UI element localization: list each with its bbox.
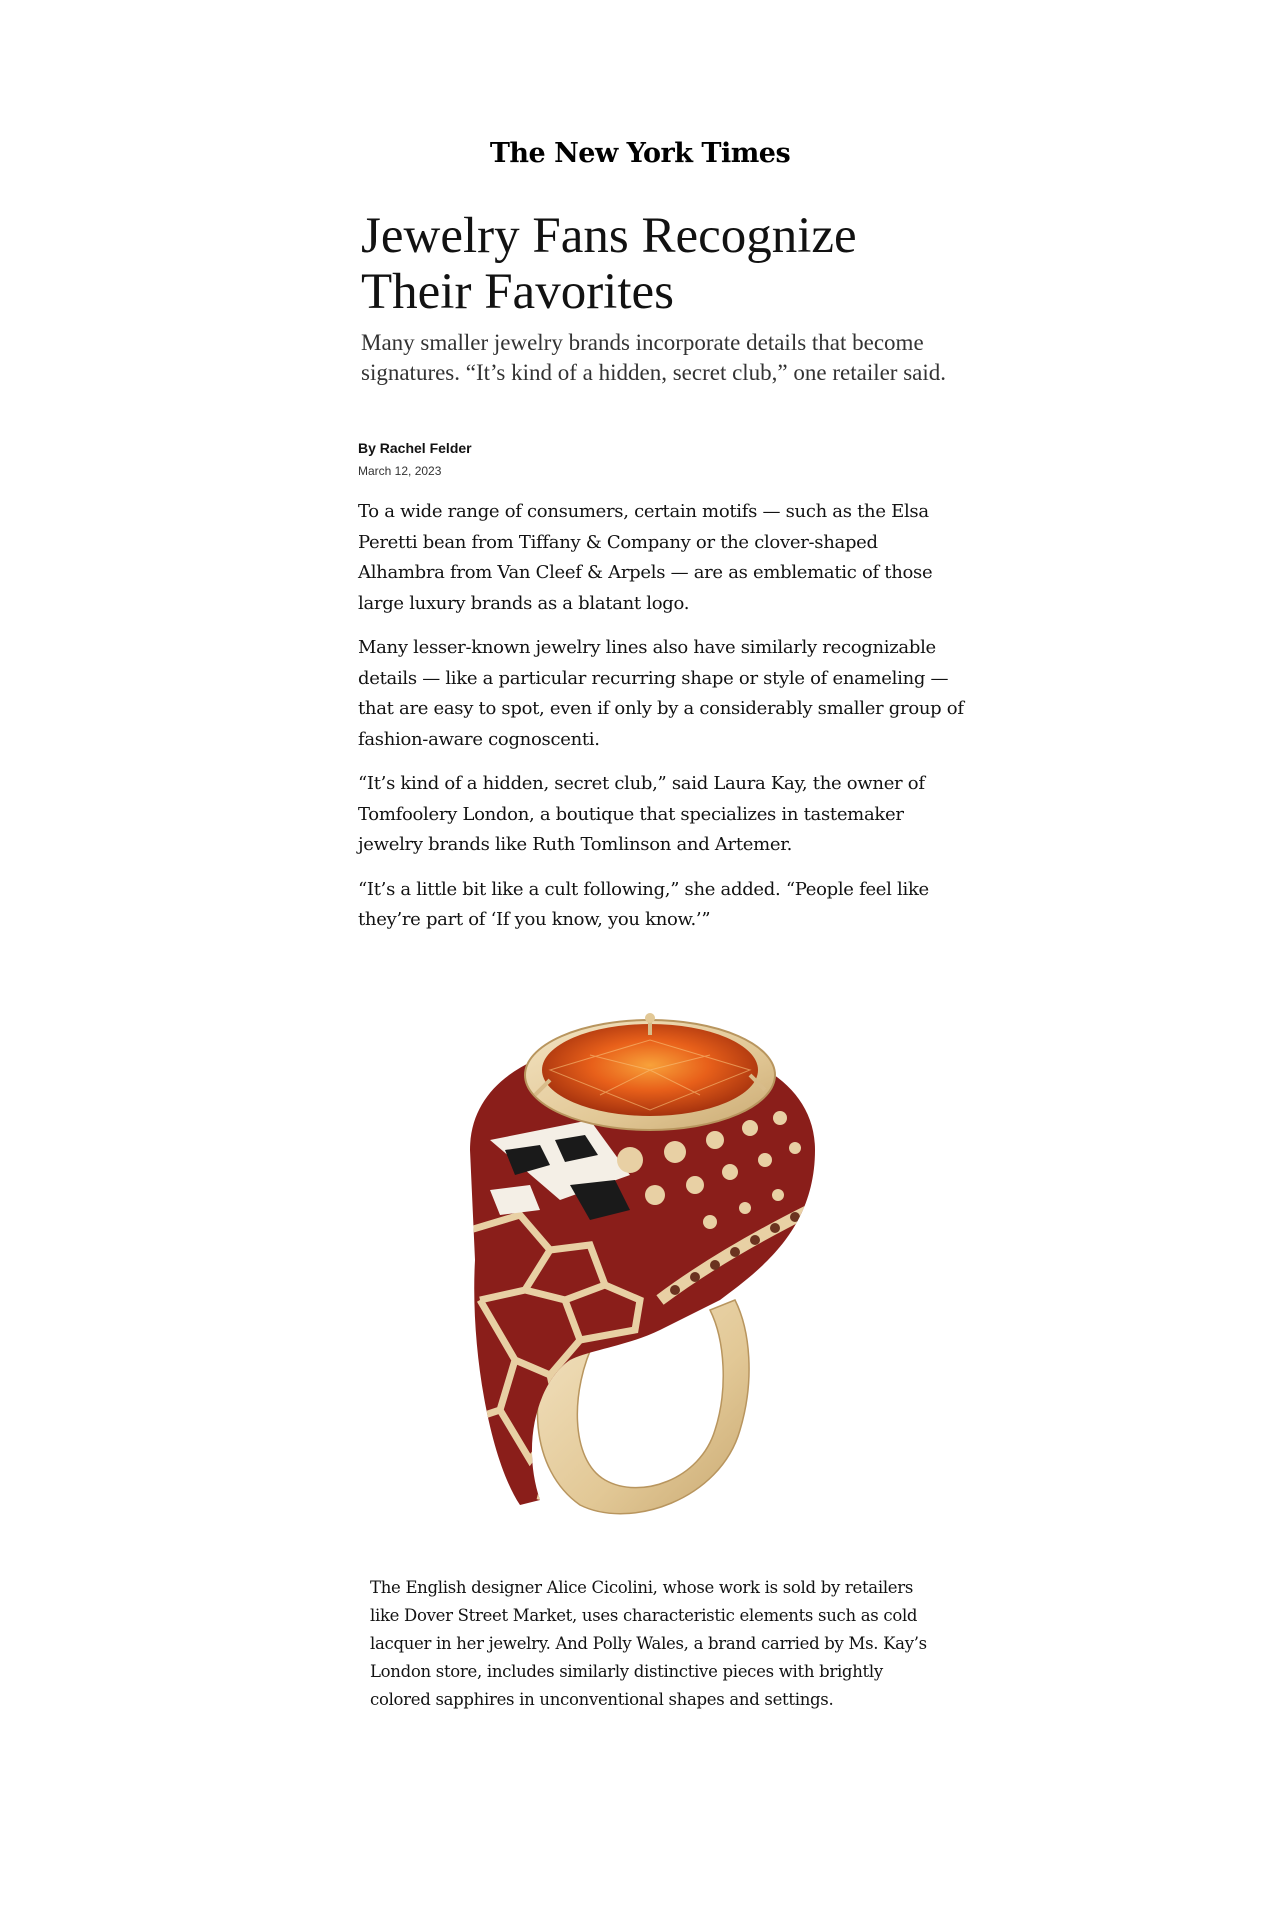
summary: Many smaller jewelry brands incorporate details that become signatures. “It’s kind of a hidden, secret club,” one retailer said. [361,330,947,385]
paragraph: Many lesser-known jewelry lines also have similarly recognizable details — like a particular recurring shape or style of enameling — that are easy to spot, even if only by a considerably smaller group of fashion-aware cognoscenti. [358,637,964,750]
headline: Jewelry Fans Recognize Their Favorites [361,208,857,320]
masthead-logo[interactable]: The New York Times [489,138,791,169]
image-caption: The English designer Alice Cicolini, whose work is sold by retailers like Dover Street Market, uses characteristic elements such as cold lacquer in her jewelry. And Polly Wales, a brand carried by Ms. Kay’s London store, includes similarly distinctive pieces with brightly colored sapphires in unconventional shapes and settings. [370,1578,927,1709]
paragraph: “It’s a little bit like a cult following,” she added. “People feel like they’re part of ‘If you know, you know.’” [358,878,929,930]
ring-photo [430,1000,850,1520]
paragraph: “It’s kind of a hidden, secret club,” said Laura Kay, the owner of Tomfoolery London, a boutique that specializes in tastemaker jewelry brands like Ruth Tomlinson and Artemer. [358,773,925,855]
publish-date: March 12, 2023 [358,464,442,478]
article-body [358,497,968,950]
paragraph: To a wide range of consumers, certain motifs — such as the Elsa Peretti bean from Tiffany & Company or the clover-shaped Alhambra from Van Cleef & Arpels — are as emblematic of those large luxury brands as a blatant logo. [358,501,933,614]
byline[interactable]: By Rachel Felder [358,440,472,456]
